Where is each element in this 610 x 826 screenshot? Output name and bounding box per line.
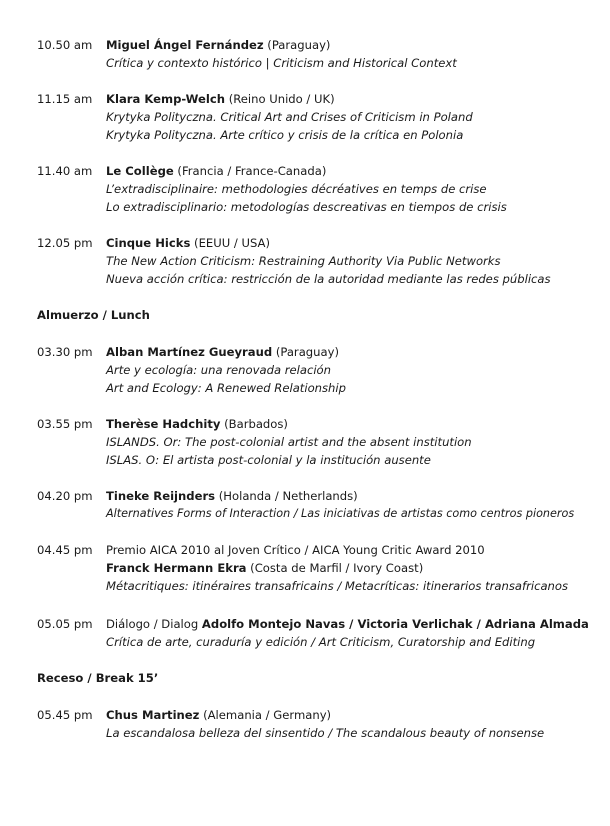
session-time: 03.30 pm	[37, 345, 93, 359]
name-separator: /	[345, 617, 358, 631]
speaker-line	[106, 561, 423, 575]
talk-title: Crítica y contexto histórico | Criticism and Historical Context	[106, 56, 457, 70]
award-line: Premio AICA 2010 al Joven Crítico / AICA Young Critic Award 2010	[106, 543, 485, 557]
speaker-name: Adriana Almada	[484, 617, 589, 631]
talk-title: ISLANDS. Or: The post-colonial artist and the absent institution	[106, 435, 472, 449]
lunch-heading: Almuerzo / Lunch	[37, 308, 150, 322]
speaker-name: Tineke Reijnders	[106, 489, 216, 503]
speaker-line	[106, 92, 335, 106]
speaker-line	[106, 708, 331, 722]
break-heading: Receso / Break 15’	[37, 671, 159, 685]
speaker-country: (Alemania / Germany)	[199, 708, 332, 722]
speaker-country: (Holanda / Netherlands)	[215, 489, 358, 503]
speaker-name: Victoria Verlichak	[357, 617, 473, 631]
session-time: 05.05 pm	[37, 617, 93, 631]
speaker-line	[106, 164, 326, 178]
talk-title: Alternatives Forms of Interaction / Las iniciativas de artistas como centros pioneros	[106, 507, 575, 520]
session-time: 03.55 pm	[37, 417, 93, 431]
session-time: 04.45 pm	[37, 543, 93, 557]
talk-title: La escandalosa belleza del sinsentido / The scandalous beauty of nonsense	[106, 726, 545, 740]
session-time: 12.05 pm	[37, 236, 93, 250]
speaker-country: (Francia / France-Canada)	[173, 164, 327, 178]
speaker-country: (Reino Unido / UK)	[225, 92, 335, 106]
talk-title: Arte y ecología: una renovada relación	[106, 363, 332, 377]
speaker-line	[106, 345, 339, 359]
speaker-name: Klara Kemp-Welch	[106, 92, 226, 106]
speaker-name: Franck Hermann Ekra	[106, 561, 247, 575]
speaker-line	[106, 489, 358, 503]
session-time: 05.45 pm	[37, 708, 93, 722]
name-separator: /	[472, 617, 485, 631]
speaker-name: Therèse Hadchity	[106, 417, 221, 431]
speaker-country: (Costa de Marfil / Ivory Coast)	[246, 561, 424, 575]
speaker-name: Miguel Ángel Fernández	[106, 38, 264, 52]
speaker-country: (Barbados)	[220, 417, 288, 431]
session-time: 11.40 am	[37, 164, 93, 178]
talk-title: ISLAS. O: El artista post-colonial y la institución ausente	[106, 453, 431, 467]
speaker-name: Le Collège	[106, 164, 174, 178]
session-time: 04.20 pm	[37, 489, 93, 503]
dialog-line	[106, 617, 589, 631]
speaker-country: (EEUU / USA)	[190, 236, 270, 250]
talk-title: Nueva acción crítica: restricción de la autoridad mediante las redes públicas	[106, 272, 551, 286]
speaker-name: Alban Martínez Gueyraud	[106, 345, 273, 359]
speaker-country: (Paraguay)	[263, 38, 331, 52]
talk-title: Lo extradisciplinario: metodologías descreativas en tiempos de crisis	[106, 200, 507, 214]
talk-title: Crítica de arte, curaduría y edición / Art Criticism, Curatorship and Editing	[106, 635, 536, 649]
talk-title: Art and Ecology: A Renewed Relationship	[106, 381, 346, 395]
speaker-name: Adolfo Montejo Navas	[201, 617, 346, 631]
speaker-line	[106, 236, 270, 250]
talk-title: Krytyka Polityczna. Critical Art and Crises of Criticism in Poland	[106, 110, 473, 124]
dialog-prefix: Diálogo / Dialog	[106, 617, 202, 631]
talk-title: L’extradisciplinaire: methodologies décréatives en temps de crise	[106, 182, 487, 196]
talk-title: The New Action Criticism: Restraining Authority Via Public Networks	[106, 254, 501, 268]
talk-title: Krytyka Polityczna. Arte crítico y crisis de la crítica en Polonia	[106, 128, 464, 142]
session-time: 10.50 am	[37, 38, 93, 52]
speaker-line	[106, 38, 330, 52]
speaker-line	[106, 417, 288, 431]
session-time: 11.15 am	[37, 92, 93, 106]
speaker-name: Cinque Hicks	[106, 236, 191, 250]
speaker-name: Chus Martinez	[106, 708, 200, 722]
talk-title: Métacritiques: itinéraires transafricains / Metacríticas: itinerarios transafricanos	[106, 579, 569, 593]
speaker-country: (Paraguay)	[272, 345, 339, 359]
